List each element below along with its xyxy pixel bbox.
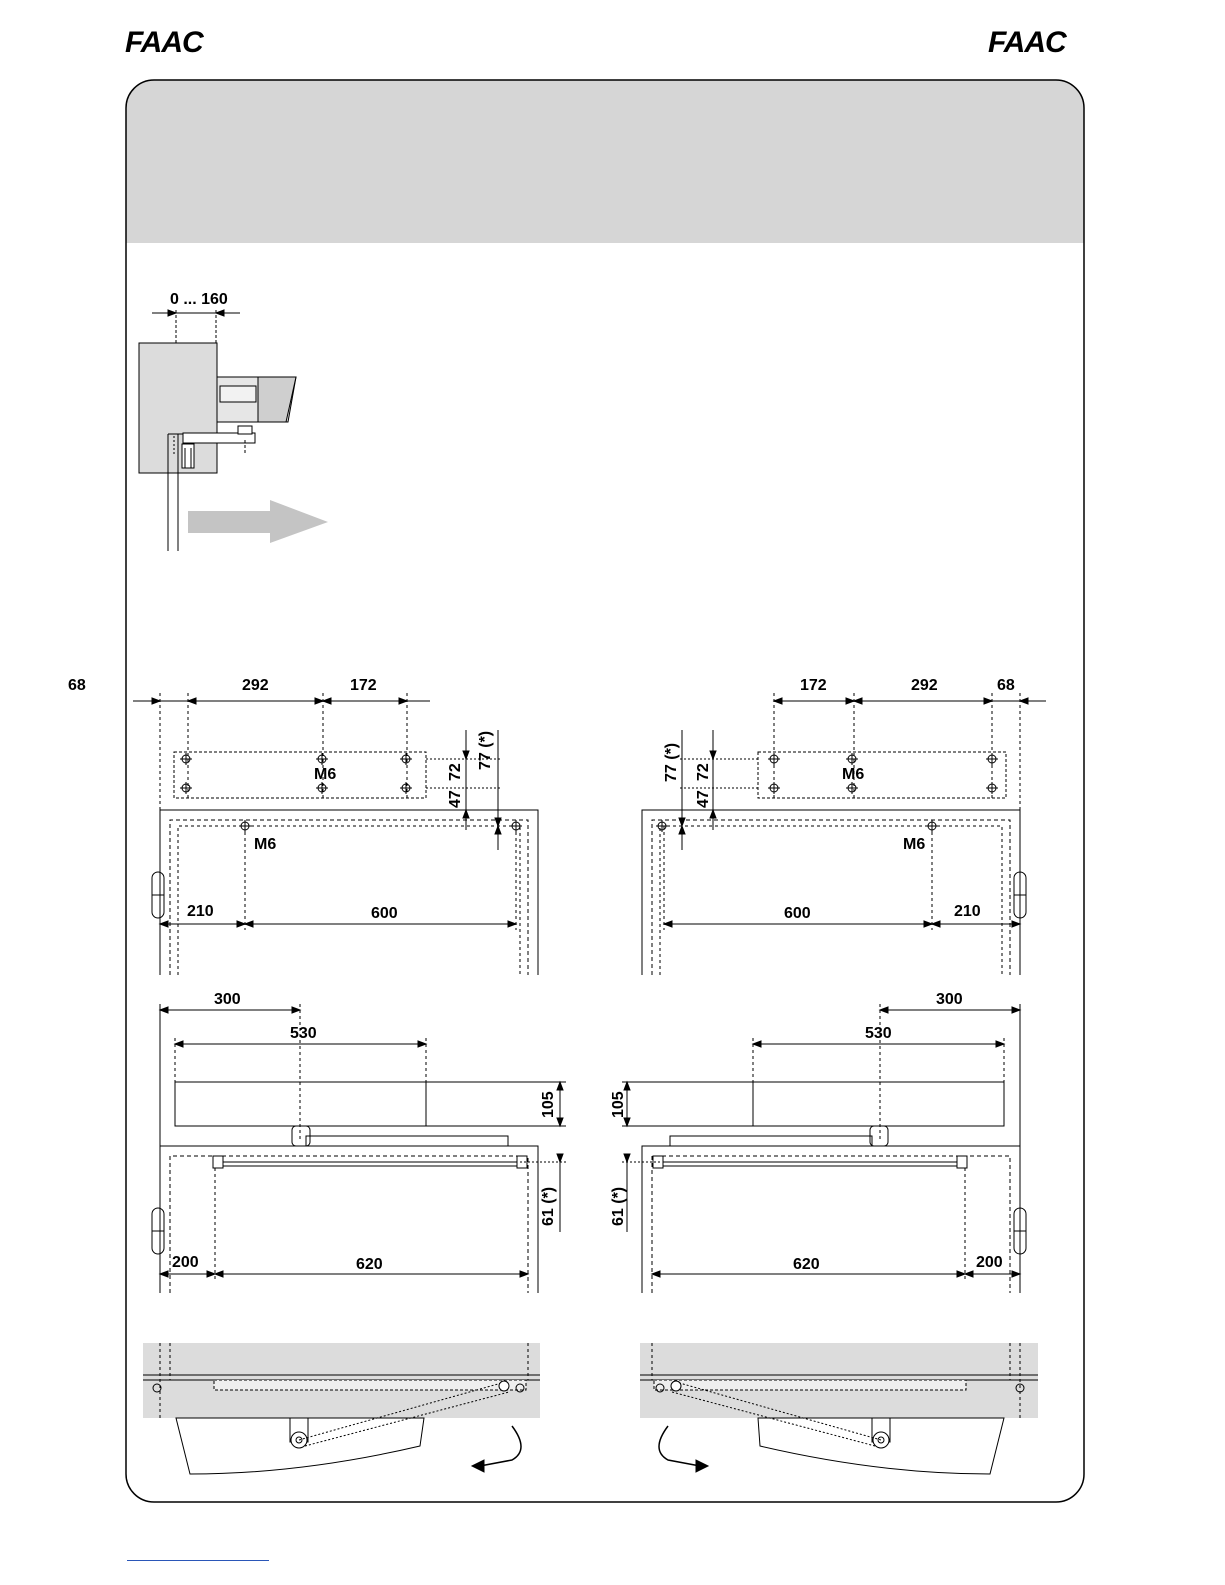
- right-frame-thread-label: M6: [903, 836, 926, 853]
- left-plate-dim-77: 77 (*): [477, 730, 494, 770]
- right-plate-dim-77: 77 (*): [663, 742, 680, 782]
- right-operator-dim-300: 300: [936, 991, 963, 1008]
- right-plate-dim-72: 72: [695, 763, 712, 781]
- content-frame: [126, 80, 1084, 1502]
- left-operator-dim-61: 61 (*): [540, 1186, 557, 1226]
- left-operator-dim-105: 105: [540, 1091, 557, 1118]
- left-operator-diagram: [152, 1004, 566, 1293]
- right-operator-diagram: [622, 1004, 1026, 1293]
- right-plate-dim-600: 600: [784, 905, 811, 922]
- right-operator-dim-530: 530: [865, 1025, 892, 1042]
- right-plate-dim-47: 47: [695, 790, 712, 808]
- left-plate-dim-600: 600: [371, 905, 398, 922]
- left-plate-dim-210: 210: [187, 903, 214, 920]
- direction-arrow: [188, 500, 328, 543]
- logo-text-left: FAAC: [125, 28, 203, 54]
- header-band: [126, 80, 1084, 243]
- right-operator-dim-200: 200: [976, 1254, 1003, 1271]
- left-operator-dim-530: 530: [290, 1025, 317, 1042]
- side-offset-label: 0 ... 160: [170, 291, 228, 308]
- left-operator-dim-620: 620: [356, 1256, 383, 1273]
- right-operator-dim-105: 105: [610, 1091, 627, 1118]
- left-top-view: [143, 1343, 540, 1474]
- right-plate-thread-label: M6: [842, 766, 865, 783]
- left-plate-thread-label: M6: [314, 766, 337, 783]
- left-plate-dim-68: 68: [68, 677, 86, 694]
- right-plate-dim-68: 68: [997, 677, 1015, 694]
- footer-link-rule: [127, 1560, 269, 1561]
- right-plate-dim-292: 292: [911, 677, 938, 694]
- right-top-view: [640, 1343, 1038, 1474]
- right-operator-dim-620: 620: [793, 1256, 820, 1273]
- right-plate-dim-210: 210: [954, 903, 981, 920]
- left-plate-dim-292: 292: [242, 677, 269, 694]
- left-plate-dim-172: 172: [350, 677, 377, 694]
- left-operator-dim-200: 200: [172, 1254, 199, 1271]
- left-frame-thread-label: M6: [254, 836, 277, 853]
- left-plate-dim-47: 47: [447, 790, 464, 808]
- right-drilling-template: [642, 693, 1046, 975]
- left-plate-dim-72: 72: [447, 763, 464, 781]
- logo-text-right: FAAC: [988, 28, 1066, 54]
- left-operator-dim-300: 300: [214, 991, 241, 1008]
- right-plate-dim-172: 172: [800, 677, 827, 694]
- right-operator-dim-61: 61 (*): [610, 1186, 627, 1226]
